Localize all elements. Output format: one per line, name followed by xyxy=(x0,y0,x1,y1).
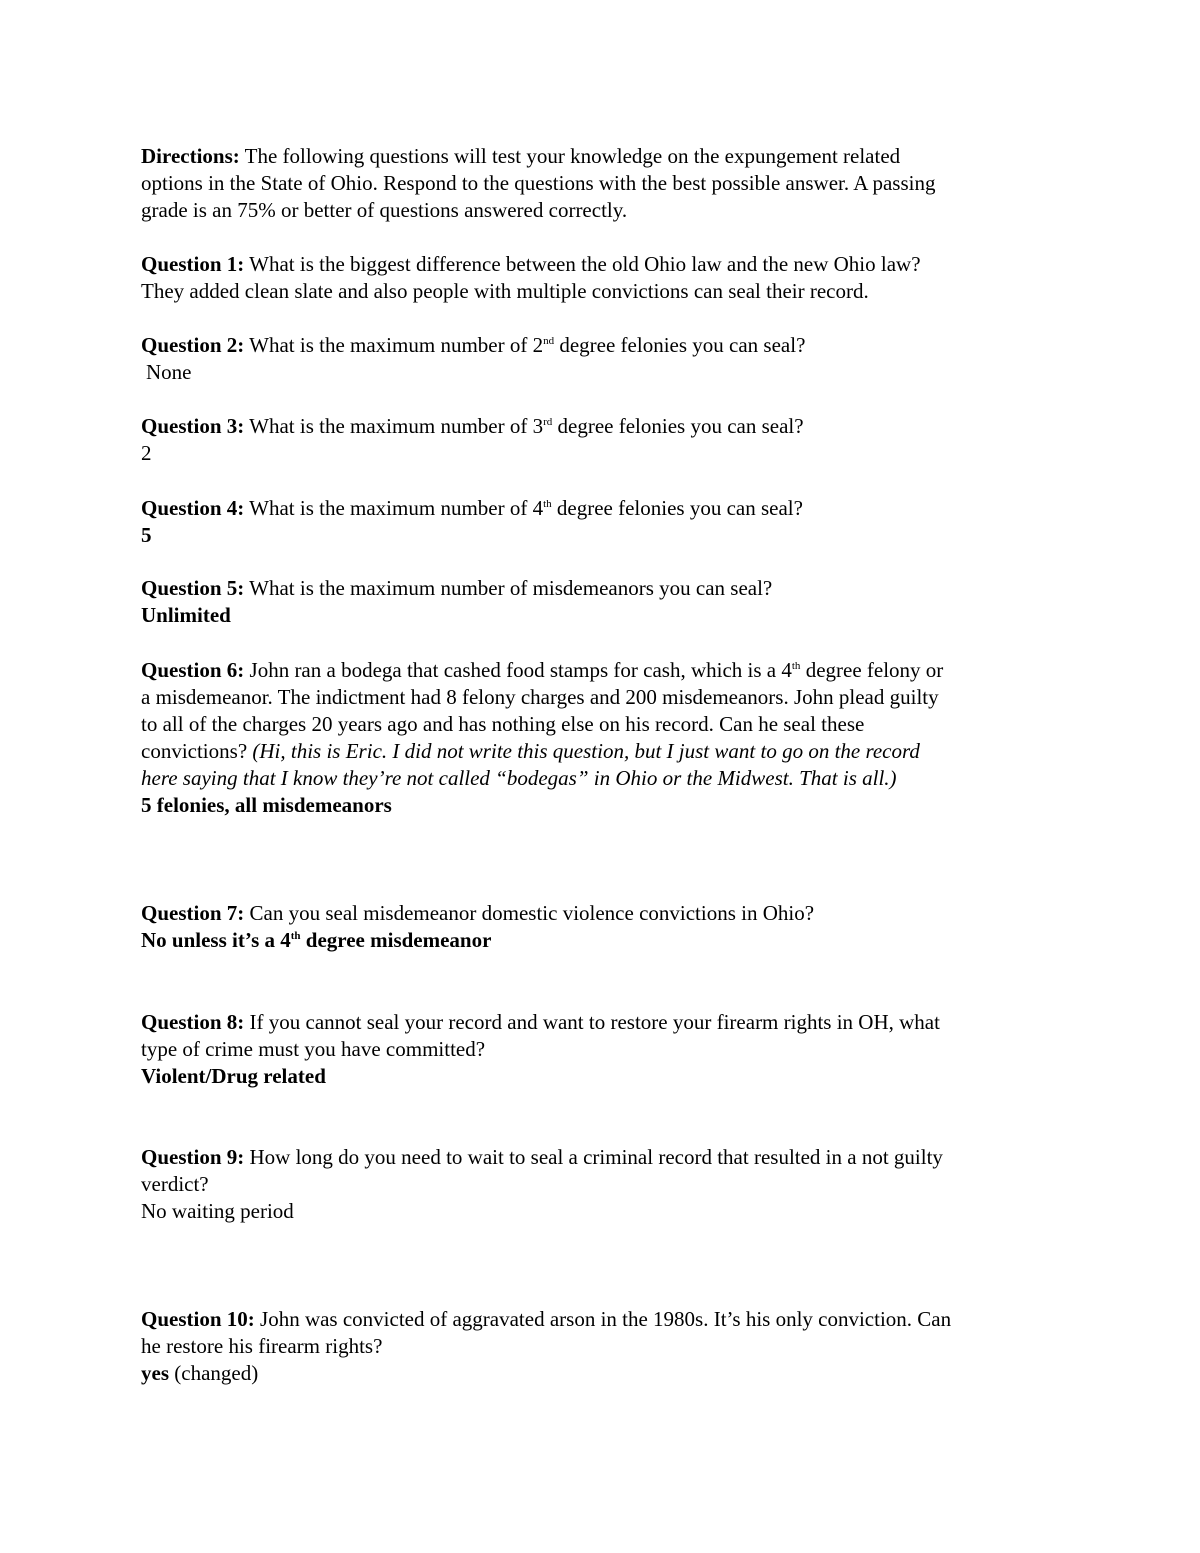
question-label: Question 3: xyxy=(141,414,245,438)
question-8-prompt-line-1: Question 8: If you cannot seal your record and want to restore your firearm rights in OH, what xyxy=(141,1010,940,1034)
directions-line-2: options in the State of Ohio. Respond to the questions with the best possible answer. A passing xyxy=(141,171,936,195)
question-3-prompt: Question 3: What is the maximum number of 3rd degree felonies you can seal? xyxy=(141,414,804,438)
question-5 xyxy=(141,575,1071,629)
question-1-prompt: Question 1: What is the biggest difference between the old Ohio law and the new Ohio law? xyxy=(141,252,921,276)
question-9 xyxy=(141,1144,1071,1225)
question-2 xyxy=(141,332,1071,386)
question-6-answer: 5 felonies, all misdemeanors xyxy=(141,793,392,817)
question-label: Question 7: xyxy=(141,901,245,925)
question-label: Question 4: xyxy=(141,496,245,520)
directions-line-1: Directions: The following questions will test your knowledge on the expungement related xyxy=(141,144,901,168)
question-7-answer: No unless it’s a 4th degree misdemeanor xyxy=(141,928,492,952)
question-9-answer: No waiting period xyxy=(141,1199,294,1223)
question-7 xyxy=(141,900,1071,954)
directions-line-3: grade is an 75% or better of questions answered correctly. xyxy=(141,198,628,222)
question-6-line-1: Question 6: John ran a bodega that cashed food stamps for cash, which is a 4th degree felony or xyxy=(141,658,944,682)
question-6-line-2: a misdemeanor. The indictment had 8 felony charges and 200 misdemeanors. John plead guilty xyxy=(141,685,939,709)
question-label: Question 2: xyxy=(141,333,245,357)
question-label: Question 10: xyxy=(141,1307,255,1331)
question-10-prompt-line-1: Question 10: John was convicted of aggravated arson in the 1980s. It’s his only conviction. Can xyxy=(141,1307,952,1331)
directions-label: Directions: xyxy=(141,144,240,168)
question-10-prompt-line-2: he restore his firearm rights? xyxy=(141,1334,383,1358)
question-4-answer: 5 xyxy=(141,523,152,547)
question-label: Question 5: xyxy=(141,576,245,600)
question-6-line-3: to all of the charges 20 years ago and has nothing else on his record. Can he seal these xyxy=(141,712,865,736)
question-label: Question 8: xyxy=(141,1010,245,1034)
question-3-answer: 2 xyxy=(141,441,152,465)
question-label: Question 9: xyxy=(141,1145,245,1169)
question-8-prompt-line-2: type of crime must you have committed? xyxy=(141,1037,486,1061)
question-2-answer: None xyxy=(146,360,192,384)
question-4 xyxy=(141,495,1071,549)
question-9-prompt-line-1: Question 9: How long do you need to wait to seal a criminal record that resulted in a not guilty xyxy=(141,1145,943,1169)
question-3 xyxy=(141,413,1071,467)
question-1-answer: They added clean slate and also people with multiple convictions can seal their record. xyxy=(141,279,869,303)
question-2-prompt: Question 2: What is the maximum number of 2nd degree felonies you can seal? xyxy=(141,333,806,357)
question-5-answer: Unlimited xyxy=(141,603,231,627)
question-6-line-5: here saying that I know they’re not called “bodegas” in Ohio or the Midwest. That is all.) xyxy=(141,766,897,790)
question-6-line-4: convictions? (Hi, this is Eric. I did not write this question, but I just want to go on the record xyxy=(141,739,920,763)
directions-paragraph xyxy=(141,143,1071,224)
question-8-answer: Violent/Drug related xyxy=(141,1064,326,1088)
question-8 xyxy=(141,1009,1071,1090)
question-4-prompt: Question 4: What is the maximum number of 4th degree felonies you can seal? xyxy=(141,496,803,520)
question-7-prompt: Question 7: Can you seal misdemeanor domestic violence convictions in Ohio? xyxy=(141,901,815,925)
question-10-answer: yes (changed) xyxy=(141,1361,259,1385)
question-9-prompt-line-2: verdict? xyxy=(141,1172,209,1196)
question-1 xyxy=(141,251,1071,305)
question-10 xyxy=(141,1306,1071,1387)
question-5-prompt: Question 5: What is the maximum number of misdemeanors you can seal? xyxy=(141,576,773,600)
question-6 xyxy=(141,657,1071,819)
question-label: Question 6: xyxy=(141,658,245,682)
question-label: Question 1: xyxy=(141,252,245,276)
